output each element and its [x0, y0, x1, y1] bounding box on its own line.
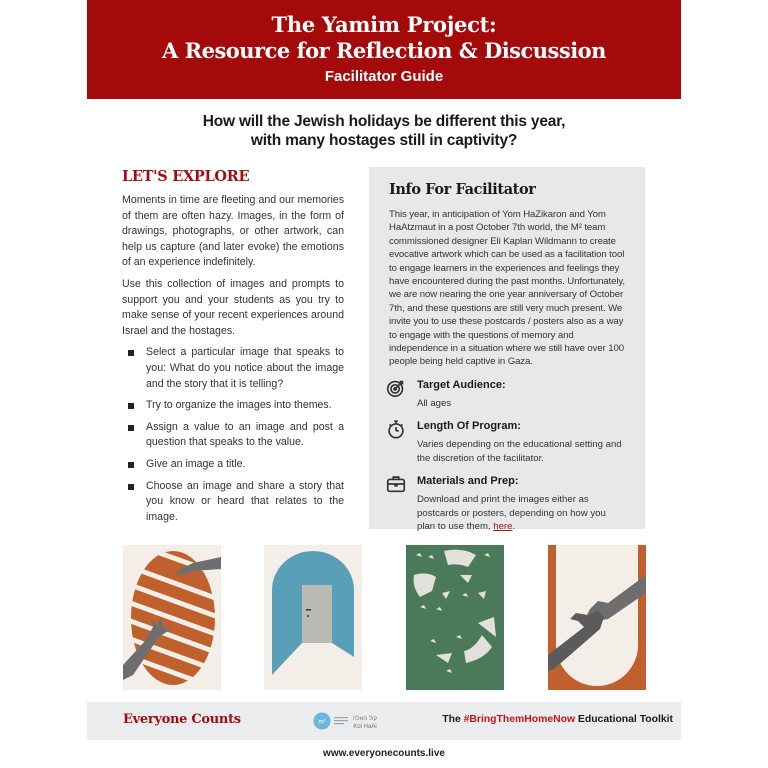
broken-plates-image	[406, 545, 504, 690]
target-audience	[389, 379, 625, 410]
svg-text:m²: m²	[318, 719, 326, 726]
partner-logos	[313, 709, 383, 733]
stopwatch-icon	[385, 418, 407, 440]
square-bullet-icon	[128, 403, 134, 409]
hashtag: #BringThemHomeNow	[463, 714, 576, 725]
subtitle: Facilitator Guide	[324, 68, 444, 85]
list-item: Choose an image and share a story that you know or heard that relates to the image.	[128, 479, 344, 526]
question-line-1: How will the Jewish holidays be different this year,	[202, 113, 566, 130]
explore-paragraph: Use this collection of images and prompts to support you and your students as you try to make sense of your recent experiences around Israel and the hostages.	[122, 277, 344, 337]
square-bullet-icon	[128, 462, 134, 468]
footer-band	[87, 702, 681, 740]
square-bullet-icon	[128, 484, 134, 490]
materials-prep-value: Download and print the images either as postcards or posters, depending on how you plan to use them, here.	[417, 494, 606, 532]
artwork-arch-door	[264, 545, 362, 690]
program-length	[389, 420, 625, 465]
facilitator-info-box	[369, 167, 645, 532]
prompt-list	[122, 345, 344, 525]
info-heading: Info For Facilitator	[389, 181, 536, 198]
toolkit-tagline: The #BringThemHomeNow Educational Toolkit	[442, 714, 673, 725]
reaching-hands-image	[123, 545, 221, 690]
target-audience-value: All ages	[417, 397, 452, 409]
artwork-broken-plates	[406, 545, 504, 690]
program-length-label: Length Of Program:	[417, 420, 521, 433]
guiding-question	[87, 112, 681, 150]
arch-door-image	[264, 545, 362, 690]
square-bullet-icon	[128, 425, 134, 431]
explore-paragraph: Moments in time are fleeting and our memories of them are often hazy. Images, in the form of drawings, photographs, or other artwork, can help us capture (and later evoke) the emotions of an experience indefinitely.	[122, 194, 344, 269]
list-item: Give an image a title.	[128, 457, 344, 473]
clasped-hands-image	[548, 545, 646, 690]
program-length-value: Varies depending on the educational setting and the discretion of the facilitator.	[417, 439, 622, 464]
materials-prep	[389, 475, 625, 533]
explore-heading: LET'S EXPLORE	[122, 168, 250, 185]
materials-prep-label: Materials and Prep:	[417, 475, 519, 488]
artwork-clasped-hands	[548, 545, 646, 690]
explore-section	[122, 168, 344, 531]
footer-brand: Everyone Counts	[123, 712, 241, 727]
info-body: This year, in anticipation of Yom HaZikaron and Yom HaAtzmaut in a post October 7th world, the M² team commissioned designer Eli Kaplan Wildmann to create evocative artwork which can be used as a facilitation tool to engage learners in the experiences and feelings they have encountered during the past months. Unfortunately, we are now nearing the one year anniversary of October 7th, and these questions are still very much present. We invite you to use these postcards / posters also as a way to engage with the questions of memory and independence in a situation where we still have over 100 people being held captive in Gaza.	[389, 209, 625, 368]
title-line-2: A Resource for Reflection & Discussion	[162, 38, 606, 63]
list-item: Assign a value to an image and post a question that speaks to the value.	[128, 420, 344, 451]
list-item: Select a particular image that speaks to you: What do you notice about the image and the story that it is telling?	[128, 345, 344, 392]
square-bullet-icon	[128, 350, 134, 356]
website-url[interactable]: www.everyonecounts.live	[323, 748, 445, 759]
download-link[interactable]: here	[493, 520, 513, 532]
header-banner	[87, 0, 681, 99]
target-audience-label: Target Audience:	[417, 378, 506, 391]
list-item: Try to organize the images into themes.	[128, 398, 344, 414]
svg-text:Kol HaAl: Kol HaAl	[353, 724, 377, 730]
question-line-2: with many hostages still in captivity?	[250, 132, 518, 149]
title-line-1: The Yamim Project:	[271, 12, 497, 37]
artwork-reaching-hands	[123, 545, 221, 690]
briefcase-icon	[385, 473, 407, 495]
target-icon	[385, 377, 407, 399]
svg-text:קול האלה: קול האלה	[352, 716, 378, 722]
